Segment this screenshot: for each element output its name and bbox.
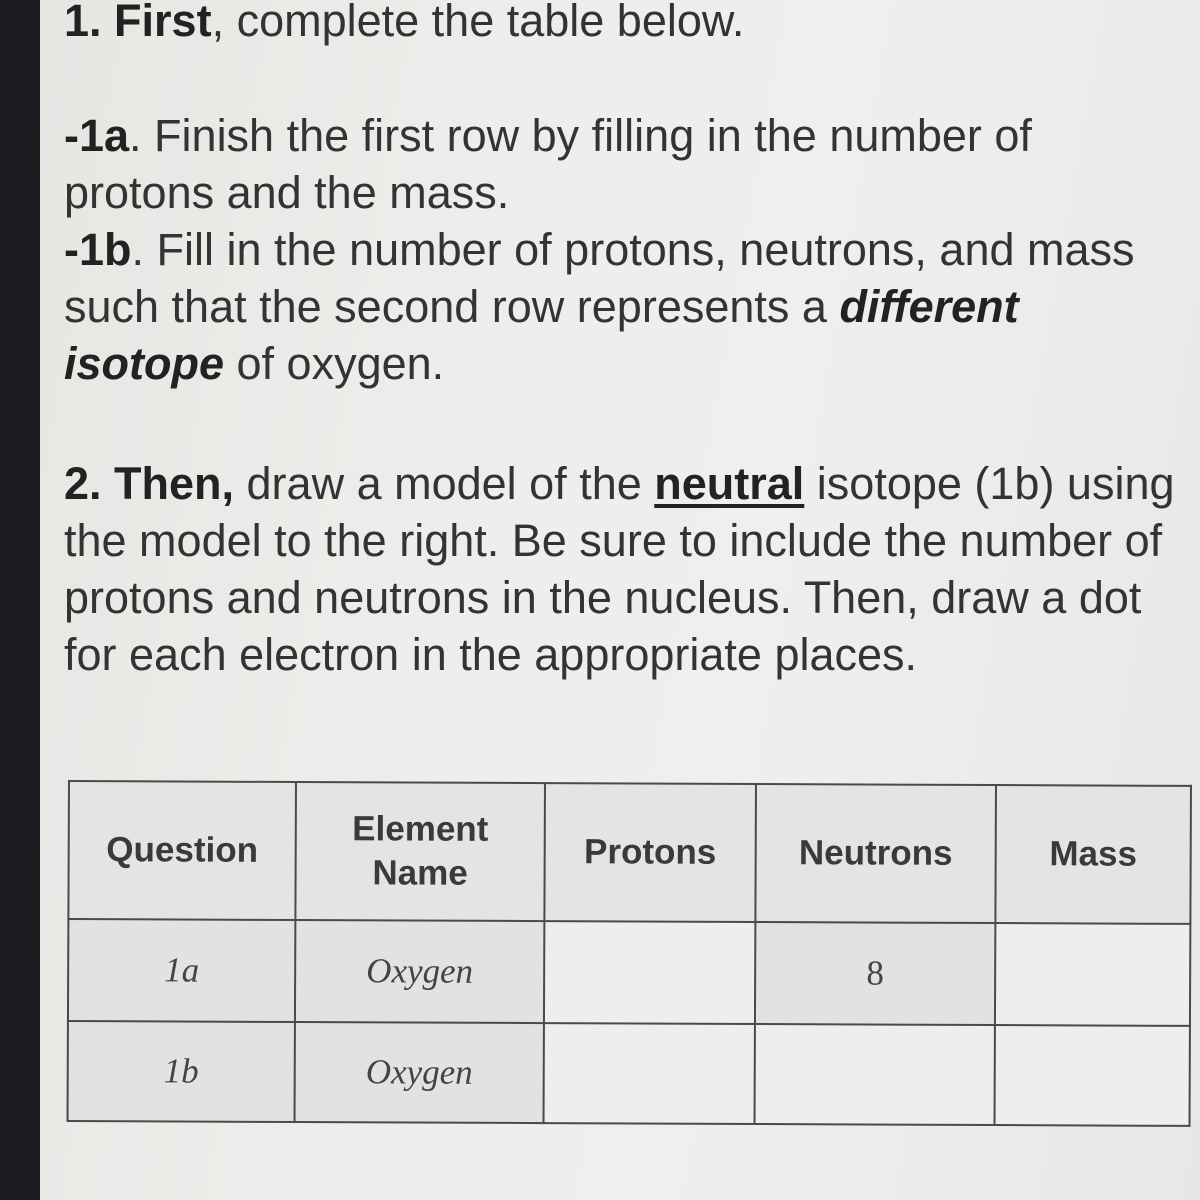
- header-protons: Protons: [544, 783, 756, 922]
- header-question: Question: [68, 781, 296, 920]
- step-2-instruction: [64, 455, 1184, 683]
- header-neutrons: Neutrons: [755, 784, 996, 923]
- step-2-text-before: draw a model of the: [234, 458, 655, 509]
- row-1a-neutrons: 8: [755, 922, 995, 1025]
- row-1b-element: Oxygen: [295, 1022, 544, 1123]
- step-1a-label: -1a: [64, 110, 130, 161]
- step-1-number: 1.: [64, 0, 102, 46]
- isotope-table: [67, 780, 1192, 1127]
- worksheet-page: [40, 0, 1200, 1200]
- row-1b-mass-cell[interactable]: [995, 1025, 1190, 1126]
- row-1a-question: 1a: [68, 919, 295, 1022]
- step-2-text-after: isotope (1b) using the model to the right. Be sure to include the number of protons and neutrons in the nucleus. Then, draw a dot for each electron in the appropriate places.: [64, 458, 1175, 680]
- row-1b-question: 1b: [68, 1021, 295, 1122]
- step-1b-label: -1b: [64, 224, 132, 275]
- row-1b-neutrons-cell[interactable]: [755, 1024, 995, 1125]
- step-2-bold: 2. Then,: [64, 458, 235, 509]
- step-1b-text-after: of oxygen.: [224, 338, 445, 389]
- step-1b-emphasis: different isotope: [64, 281, 1019, 389]
- step-1-instruction: [64, 0, 1184, 49]
- table-header-row: [68, 781, 1191, 924]
- header-mass: Mass: [995, 785, 1191, 924]
- step-1b-text-before: . Fill in the number of protons, neutrons, and mass such that the second row represents a: [64, 224, 1135, 332]
- row-1a-mass-cell[interactable]: [995, 923, 1190, 1026]
- row-1b-protons-cell[interactable]: [544, 1023, 755, 1124]
- step-1-bold: First: [114, 0, 212, 46]
- step-1a-text: . Finish the first row by filling in the number of protons and the mass.: [64, 110, 1032, 218]
- row-1a-protons-cell[interactable]: [544, 921, 755, 1024]
- table-row: [68, 1021, 1190, 1126]
- step-1a-1b-instructions: [64, 107, 1184, 392]
- step-2-underlined: neutral: [654, 458, 805, 509]
- header-element-name: Element Name: [295, 782, 545, 921]
- row-1a-element: Oxygen: [295, 920, 544, 1023]
- step-1-text: , complete the table below.: [211, 0, 745, 46]
- table-row: [68, 919, 1190, 1026]
